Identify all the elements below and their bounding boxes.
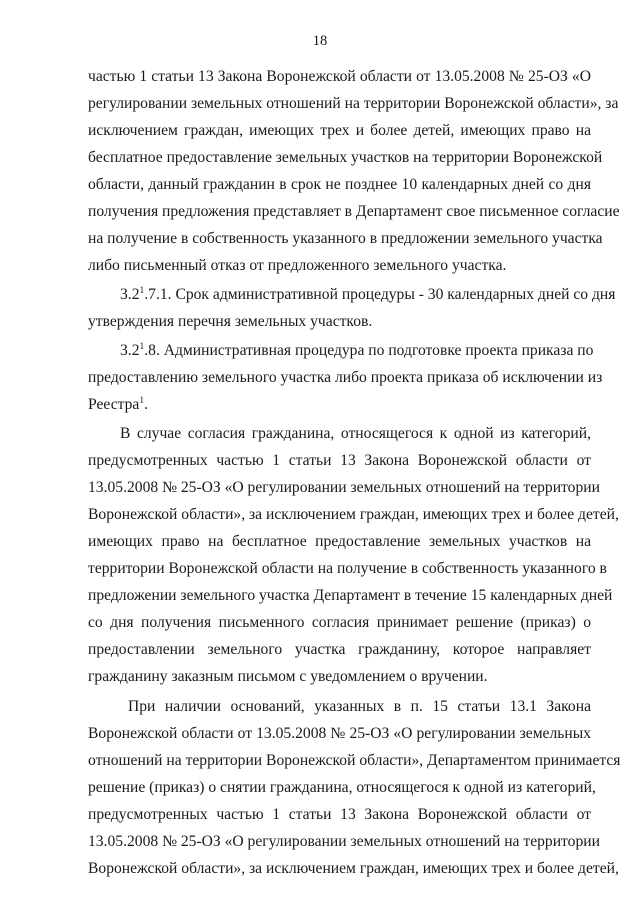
text-line: имеющих право на бесплатное предоставление земельных участков на bbox=[88, 533, 591, 550]
text-line: решение (приказ) о снятии гражданина, относящегося к одной из категорий, bbox=[88, 779, 596, 796]
text-line: Воронежской области», за исключением граждан, имеющих трех и более детей, bbox=[88, 860, 619, 877]
clause-text: .7.1. Срок административной процедуры - 30 календарных дней со дня bbox=[144, 286, 616, 303]
text-line: либо письменный отказ от предложенного земельного участка. bbox=[88, 257, 507, 274]
text-line: регулировании земельных отношений на территории Воронежской области», за bbox=[88, 95, 619, 112]
text-line: получения предложения представляет в Департамент свое письменное согласие bbox=[88, 203, 620, 220]
text-line: Воронежской области», за исключением граждан, имеющих трех и более детей, bbox=[88, 506, 619, 523]
superscript: 1 bbox=[139, 396, 145, 406]
text-line bbox=[120, 340, 594, 362]
clause-number: 3.2 bbox=[120, 286, 140, 303]
text-line: исключением граждан, имеющих трех и более детей, имеющих право на bbox=[88, 122, 591, 139]
text-line: со дня получения письменного согласия принимает решение (приказ) о bbox=[88, 614, 591, 631]
text-line: Реестра$^1$. bbox=[88, 396, 148, 413]
text-line: В случае согласия гражданина, относящегося к одной из категорий, bbox=[120, 425, 591, 442]
text-line: 13.05.2008 № 25-ОЗ «О регулировании земельных отношений на территории bbox=[88, 833, 600, 850]
text-line: области, данный гражданин в срок не позднее 10 календарных дней со дня bbox=[88, 176, 591, 193]
text-line: территории Воронежской области на получение в собственность указанного в bbox=[88, 560, 607, 577]
text-line: предложении земельного участка Департамент в течение 15 календарных дней bbox=[88, 587, 613, 604]
superscript: 1 bbox=[139, 286, 145, 296]
text-line: 13.05.2008 № 25-ОЗ «О регулировании земельных отношений на территории bbox=[88, 479, 600, 496]
text-line: отношений на территории Воронежской области», Департаментом принимается bbox=[88, 752, 621, 769]
text-line: При наличии оснований, указанных в п. 15 статьи 13.1 Закона bbox=[128, 698, 591, 715]
text-line: бесплатное предоставление земельных участков на территории Воронежской bbox=[88, 149, 603, 166]
page-number: 18 bbox=[312, 33, 328, 49]
text-line: гражданину заказным письмом с уведомлением о вручении. bbox=[88, 668, 488, 685]
clause-number: 3.2 bbox=[120, 342, 140, 359]
text-line: предоставлении земельного участка гражданину, которое направляет bbox=[88, 641, 591, 658]
text-line: предусмотренных частью 1 статьи 13 Закона Воронежской области от bbox=[88, 806, 591, 823]
clause-text: .8. Административная процедура по подготовке проекта приказа по bbox=[144, 342, 594, 359]
text-line bbox=[120, 284, 616, 306]
text-line: утверждения перечня земельных участков. bbox=[88, 313, 373, 330]
text-line: частью 1 статьи 13 Закона Воронежской области от 13.05.2008 № 25-ОЗ «О bbox=[88, 68, 591, 85]
text-line: на получение в собственность указанного в предложении земельного участка bbox=[88, 230, 603, 247]
text-line: Воронежской области от 13.05.2008 № 25-ОЗ «О регулировании земельных bbox=[88, 725, 591, 742]
text-line: предоставлению земельного участка либо проекта приказа об исключении из bbox=[88, 369, 603, 386]
superscript: 1 bbox=[139, 342, 145, 352]
text-line: предусмотренных частью 1 статьи 13 Закона Воронежской области от bbox=[88, 452, 591, 469]
